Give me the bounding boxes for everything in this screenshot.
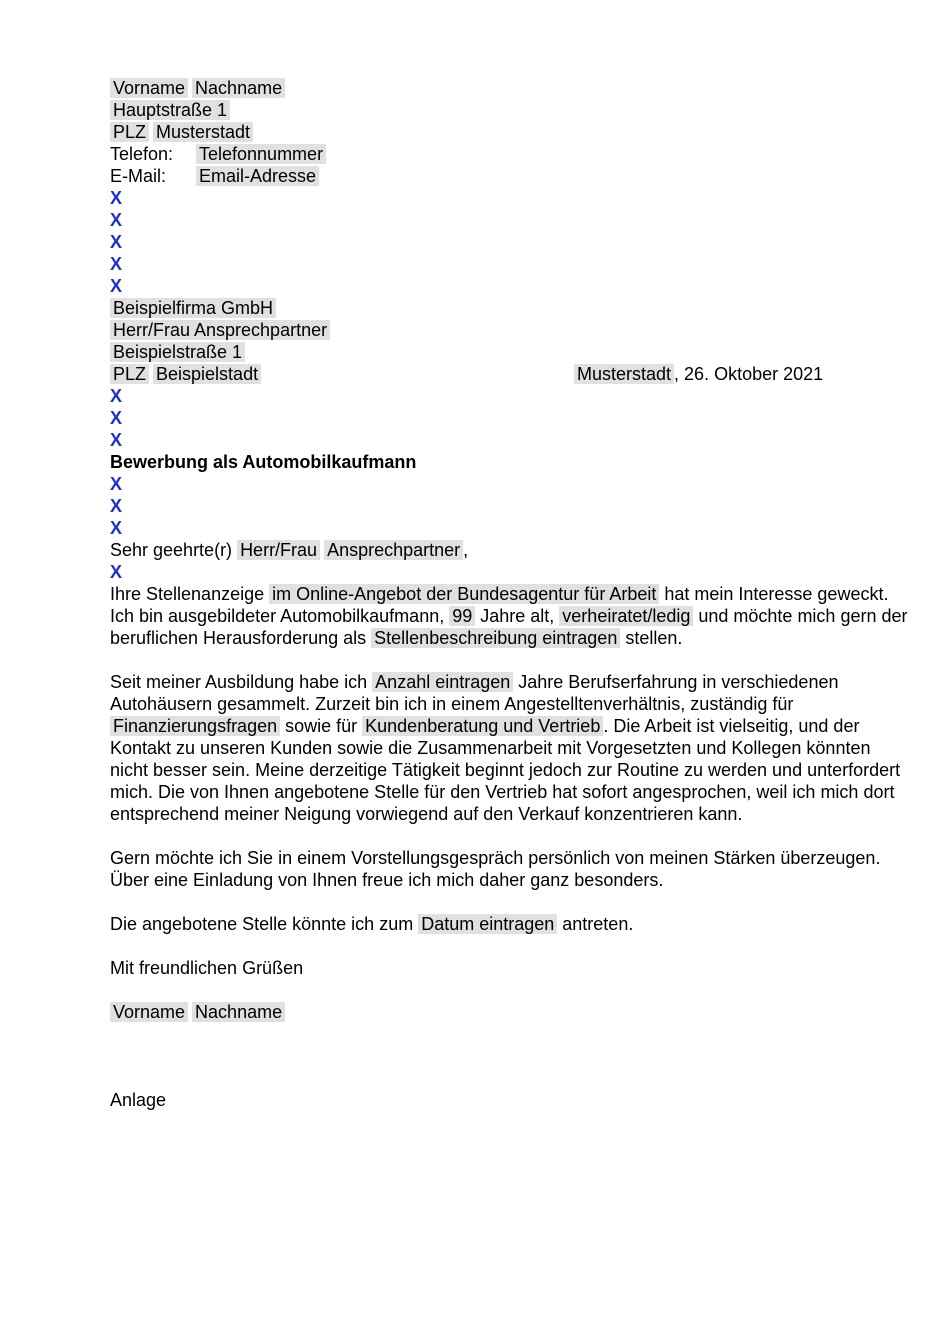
recipient-street-field[interactable]: Beispielstraße 1 bbox=[110, 342, 245, 362]
sender-city-line bbox=[110, 121, 910, 143]
spacer-x-mark: X bbox=[110, 474, 123, 494]
salutation-prefix: Sehr geehrte(r) bbox=[110, 540, 238, 560]
spacer-x-mark: X bbox=[110, 386, 123, 406]
recipient-street-line bbox=[110, 341, 910, 363]
start-date-field[interactable]: Datum eintragen bbox=[418, 914, 557, 934]
salutation-suffix: , bbox=[463, 540, 469, 560]
text-run: und möchte mich gern der beruflichen Herausforderung als bbox=[110, 606, 908, 648]
sender-city-field[interactable]: Musterstadt bbox=[153, 122, 253, 142]
letter-date: , 26. Oktober 2021 bbox=[674, 364, 824, 384]
paragraph-start-date bbox=[110, 913, 910, 935]
spacer-x-mark: X bbox=[110, 408, 123, 428]
text-run: hat mein Interesse geweckt. Ich bin ausgebildeter Automobilkaufmann, bbox=[110, 584, 889, 626]
recipient-city-field[interactable]: Beispielstadt bbox=[153, 364, 261, 384]
sender-last-name-field[interactable]: Nachname bbox=[192, 78, 285, 98]
text-run: Seit meiner Ausbildung habe ich bbox=[110, 672, 373, 692]
recipient-company-field[interactable]: Beispielfirma GmbH bbox=[110, 298, 276, 318]
spacer-x-mark: X bbox=[110, 518, 123, 538]
date-city-field[interactable]: Musterstadt bbox=[574, 364, 674, 384]
spacer-x-mark: X bbox=[110, 188, 123, 208]
text-run: stellen. bbox=[620, 628, 683, 648]
recipient-city-line bbox=[110, 363, 910, 385]
signature-line bbox=[110, 1001, 910, 1023]
letter-subject: Bewerbung als Automobilkaufmann bbox=[110, 452, 417, 472]
sender-zip-field[interactable]: PLZ bbox=[110, 122, 149, 142]
sender-email-line bbox=[110, 165, 910, 187]
signature-first-name-field[interactable]: Vorname bbox=[110, 1002, 188, 1022]
marital-status-field[interactable]: verheiratet/ledig bbox=[559, 606, 693, 626]
sender-phone-field[interactable]: Telefonnummer bbox=[196, 144, 326, 164]
text-run: sowie für bbox=[280, 716, 363, 736]
attachment-line: Anlage bbox=[110, 1090, 167, 1110]
paragraph-intro bbox=[110, 583, 910, 649]
text-run: Jahre Berufserfahrung in verschiedenen Autohäusern gesammelt. Zurzeit bin ich in einem Angestelltenverhältnis, zuständig für bbox=[110, 672, 839, 714]
closing-line: Mit freundlichen Grüßen bbox=[110, 958, 304, 978]
age-field[interactable]: 99 bbox=[449, 606, 475, 626]
spacer-x-mark: X bbox=[110, 496, 123, 516]
sender-street-line bbox=[110, 99, 910, 121]
paragraph-interview: Gern möchte ich Sie in einem Vorstellungsgespräch persönlich von meinen Stärken überzeugen. Über eine Einladung von Ihnen freue ich mich daher ganz besonders. bbox=[110, 848, 881, 890]
job-description-field[interactable]: Stellenbeschreibung eintragen bbox=[371, 628, 620, 648]
spacer-x-mark: X bbox=[110, 562, 123, 582]
salutation-line bbox=[110, 539, 910, 561]
sender-first-name-field[interactable]: Vorname bbox=[110, 78, 188, 98]
text-run: antreten. bbox=[557, 914, 634, 934]
responsibility-field[interactable]: Finanzierungsfragen bbox=[110, 716, 280, 736]
recipient-zip-field[interactable]: PLZ bbox=[110, 364, 149, 384]
responsibility-field-2[interactable]: Kundenberatung und Vertrieb bbox=[362, 716, 603, 736]
text-run: Ihre Stellenanzeige bbox=[110, 584, 270, 604]
text-run: Jahre alt, bbox=[475, 606, 560, 626]
text-run: . Die Arbeit ist vielseitig, und der Kontakt zu unseren Kunden sowie die Zusammenarbeit mit Vorgesetzten und Kollegen könnten nicht besser sein. Meine derzeitige Tätigkeit beginnt jedoch zur Routine zu werden und unterfordert mich. Die von Ihnen angebotene Stelle für den Vertrieb hat sofort angesprochen, weil ich mich dort entsprechend meiner Neigung vorwiegend auf den Verkauf konzentrieren kann. bbox=[110, 716, 901, 824]
date-line bbox=[574, 363, 823, 385]
text-run: Die angebotene Stelle könnte ich zum bbox=[110, 914, 419, 934]
sender-phone-line bbox=[110, 143, 910, 165]
paragraph-experience bbox=[110, 671, 910, 825]
spacer-x-mark: X bbox=[110, 232, 123, 252]
signature-last-name-field[interactable]: Nachname bbox=[192, 1002, 285, 1022]
recipient-contact-field[interactable]: Herr/Frau Ansprechpartner bbox=[110, 320, 330, 340]
spacer-x-mark: X bbox=[110, 430, 123, 450]
letter-page bbox=[110, 77, 910, 1111]
recipient-contact-line bbox=[110, 319, 910, 341]
phone-label: Telefon: bbox=[110, 144, 174, 164]
sender-street-field[interactable]: Hauptstraße 1 bbox=[110, 100, 230, 120]
years-count-field[interactable]: Anzahl eintragen bbox=[372, 672, 513, 692]
sender-name-line bbox=[110, 77, 910, 99]
spacer-x-mark: X bbox=[110, 210, 123, 230]
salutation-name-field[interactable]: Ansprechpartner bbox=[324, 540, 463, 560]
sender-email-field[interactable]: Email-Adresse bbox=[196, 166, 319, 186]
email-label: E-Mail: bbox=[110, 166, 167, 186]
job-source-field[interactable]: im Online-Angebot der Bundesagentur für Arbeit bbox=[269, 584, 659, 604]
salutation-title-field[interactable]: Herr/Frau bbox=[237, 540, 320, 560]
spacer-x-mark: X bbox=[110, 276, 123, 296]
recipient-company-line bbox=[110, 297, 910, 319]
spacer-x-mark: X bbox=[110, 254, 123, 274]
